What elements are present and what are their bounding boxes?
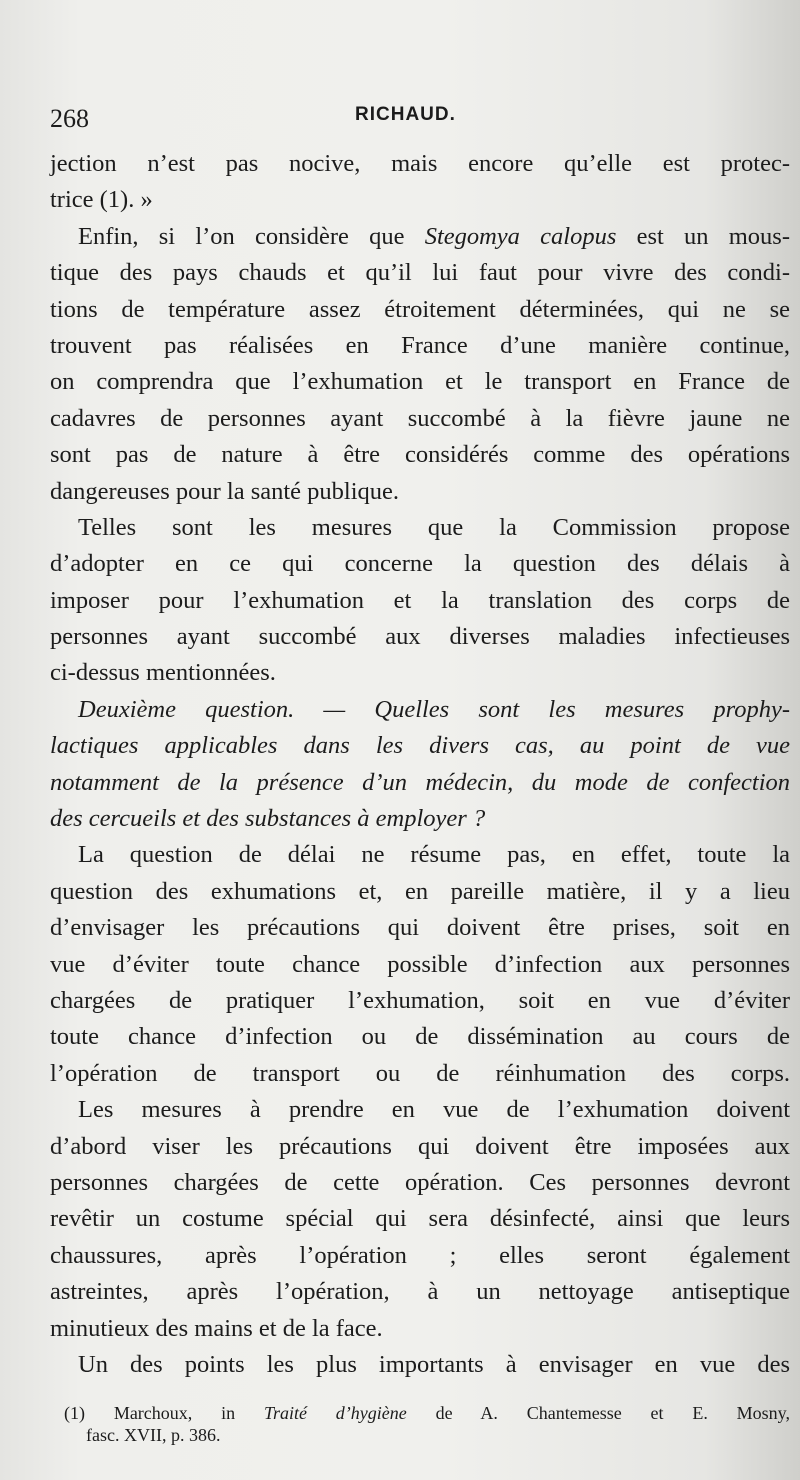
- text-line: question des exhumations et, en pareille matière, il y a lieu: [50, 877, 790, 905]
- text-line: revêtir un costume spécial qui sera désinfecté, ainsi que leurs: [50, 1205, 790, 1233]
- text-line: d’adopter en ce qui concerne la question des délais à: [50, 550, 790, 578]
- text-line: vue d’éviter toute chance possible d’infection aux personnes: [50, 950, 790, 978]
- text-line: d’envisager les précautions qui doivent être prises, soit en: [50, 914, 790, 942]
- footnote: [64, 1402, 790, 1446]
- text-line: imposer pour l’exhumation et la translation des corps de: [50, 586, 790, 614]
- text-line: d’abord viser les précautions qui doivent être imposées aux: [50, 1132, 790, 1160]
- text-line: minutieux des mains et de la face.: [50, 1314, 383, 1342]
- text-line: chaussures, après l’opération ; elles seront également: [50, 1241, 790, 1269]
- text-line: chargées de pratiquer l’exhumation, soit en vue d’éviter: [50, 986, 790, 1014]
- text-line: tions de température assez étroitement déterminées, qui ne se: [50, 295, 790, 323]
- page-header: [50, 98, 770, 138]
- text-line: Un des points les plus importants à envisager en vue des: [78, 1350, 790, 1378]
- text-line: astreintes, après l’opération, à un nettoyage antiseptique: [50, 1278, 790, 1306]
- text-line: des cercueils et des substances à employer ?: [50, 805, 486, 833]
- running-head: RICHAUD.: [355, 104, 456, 125]
- text-line: cadavres de personnes ayant succombé à la fièvre jaune ne: [50, 404, 790, 432]
- text-line: jection n’est pas nocive, mais encore qu’elle est protec-: [50, 150, 790, 177]
- text-line: sont pas de nature à être considérés comme des opérations: [50, 441, 790, 469]
- text-line: personnes chargées de cette opération. Ces personnes devront: [50, 1168, 790, 1196]
- species-name: Stegomya calopus: [424, 222, 617, 250]
- text-line: ci-dessus mentionnées.: [50, 659, 276, 687]
- body-text: [50, 146, 790, 1383]
- page-number: 268: [50, 104, 89, 133]
- footnote-line: (1) Marchoux, in Traité d’hygiène de A. Chantemesse et E. Mosny,: [64, 1403, 791, 1423]
- text-line: toute chance d’infection ou de dissémination au cours de: [50, 1023, 790, 1051]
- text-line: Enfin, si l’on considère que Stegomya calopus est un mous-: [78, 222, 790, 250]
- text-line: tique des pays chauds et qu’il lui faut pour vivre des condi-: [50, 259, 790, 287]
- text-line: trouvent pas réalisées en France d’une manière continue,: [50, 331, 790, 359]
- text-line: personnes ayant succombé aux diverses maladies infectieuses: [50, 623, 790, 651]
- text-line: Telles sont les mesures que la Commission propose: [78, 513, 790, 541]
- text-line: dangereuses pour la santé publique.: [50, 477, 400, 505]
- text-line: lactiques applicables dans les divers cas, au point de vue: [50, 732, 790, 760]
- text-line: notamment de la présence d’un médecin, du mode de confection: [50, 768, 790, 796]
- question-heading: Deuxième question. — Quelles sont les mesures prophy-: [78, 695, 790, 723]
- text-line: trice (1). »: [50, 186, 153, 214]
- text-line: La question de délai ne résume pas, en effet, toute la: [78, 841, 790, 869]
- text-line: Les mesures à prendre en vue de l’exhumation doivent: [78, 1096, 790, 1124]
- footnote-line: fasc. XVII, p. 386.: [86, 1425, 221, 1445]
- book-title: Traité d’hygiène: [263, 1403, 407, 1423]
- text-line: on comprendra que l’exhumation et le transport en France de: [50, 368, 790, 396]
- text-line: l’opération de transport ou de réinhumation des corps.: [50, 1059, 790, 1087]
